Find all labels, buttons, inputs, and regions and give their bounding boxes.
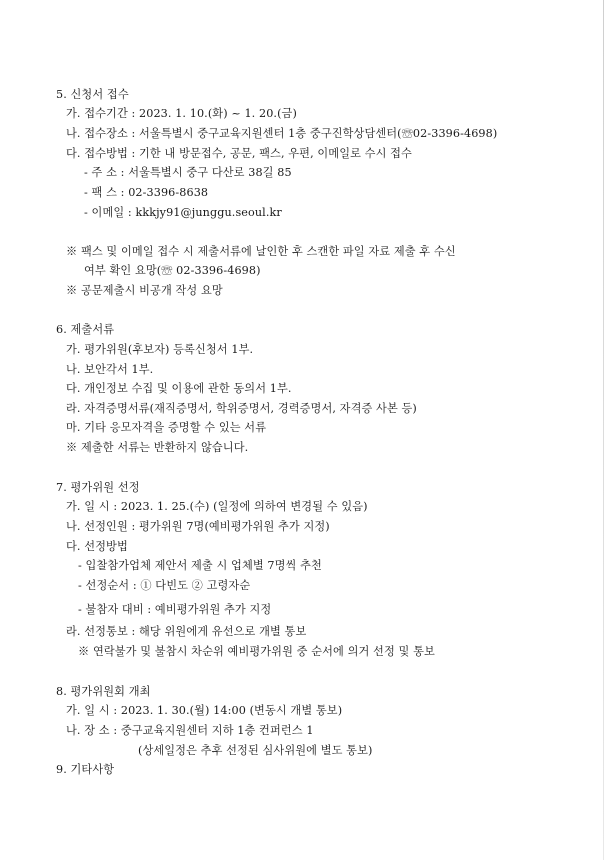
section8-place-note: (상세일정은 추후 선정된 심사위원에 별도 통보) <box>138 744 373 757</box>
section8-heading: 8. 평가위원회 개최 <box>56 685 151 698</box>
section9-heading: 9. 기타사항 <box>56 763 115 776</box>
section7-count: 나. 선정인원 : 평가위원 7명(예비평가위원 추가 지정) <box>66 520 330 533</box>
section5-note2: ※ 공문제출시 비공개 작성 요망 <box>66 284 223 297</box>
section6-item-e: 마. 기타 응모자격을 증명할 수 있는 서류 <box>66 421 267 434</box>
section7-notice: 라. 선정통보 : 해당 위원에게 유선으로 개별 통보 <box>66 625 307 638</box>
section5-heading: 5. 신청서 접수 <box>56 88 129 101</box>
section7-date: 가. 일 시 : 2023. 1. 25.(수) (일정에 의하여 변경될 수 있음) <box>66 500 368 513</box>
section5-period: 가. 접수기간 : 2023. 1. 10.(화) ~ 1. 20.(금) <box>66 107 297 120</box>
section8-place: 나. 장 소 : 중구교육지원센터 지하 1층 컨퍼런스 1 <box>66 724 314 737</box>
section6-item-d: 라. 자격증명서류(재직증명서, 학위증명서, 경력증명서, 자격증 사본 등) <box>66 402 417 415</box>
section8-date: 가. 일 시 : 2023. 1. 30.(월) 14:00 (변동시 개별 통보) <box>66 704 343 717</box>
section5-note1: ※ 팩스 및 이메일 접수 시 제출서류에 날인한 후 스캔한 파일 자료 제출 후 수신 <box>66 245 456 258</box>
section7-heading: 7. 평가위원 선정 <box>56 481 140 494</box>
section6-item-b: 나. 보안각서 1부. <box>66 363 154 376</box>
section5-place: 나. 접수장소 : 서울특별시 중구교육지원센터 1층 중구진학상담센터(☏02-3396-4698) <box>66 127 498 140</box>
section5-address: - 주 소 : 서울특별시 중구 다산로 38길 85 <box>84 166 292 179</box>
section7-method-2: - 선정순서 : ① 다빈도 ② 고령자순 <box>78 579 251 592</box>
section6-item-c: 다. 개인정보 수집 및 이용에 관한 동의서 1부. <box>66 382 292 395</box>
page-edge-line <box>603 0 604 860</box>
section5-fax: - 팩 스 : 02-3396-8638 <box>84 186 209 199</box>
section7-method-1: - 입찰참가업체 제안서 제출 시 업체별 7명씩 추천 <box>78 559 322 572</box>
section5-note1-cont: 여부 확인 요망(☏ 02-3396-4698) <box>84 264 261 277</box>
section7-notice-note: ※ 연락불가 및 불참시 차순위 예비평가위원 중 순서에 의거 선정 및 통보 <box>78 645 435 658</box>
section7-method-3: - 불참자 대비 : 예비평가위원 추가 지정 <box>78 603 272 616</box>
section6-item-a: 가. 평가위원(후보자) 등록신청서 1부. <box>66 343 254 356</box>
section5-method: 다. 접수방법 : 기한 내 방문접수, 공문, 팩스, 우편, 이메일로 수시 접수 <box>66 147 412 160</box>
section6-heading: 6. 제출서류 <box>56 323 115 336</box>
section7-method: 다. 선정방법 <box>66 540 128 553</box>
section5-email: - 이메일 : kkkjy91@junggu.seoul.kr <box>84 206 282 219</box>
section6-note: ※ 제출한 서류는 반환하지 않습니다. <box>66 441 249 454</box>
